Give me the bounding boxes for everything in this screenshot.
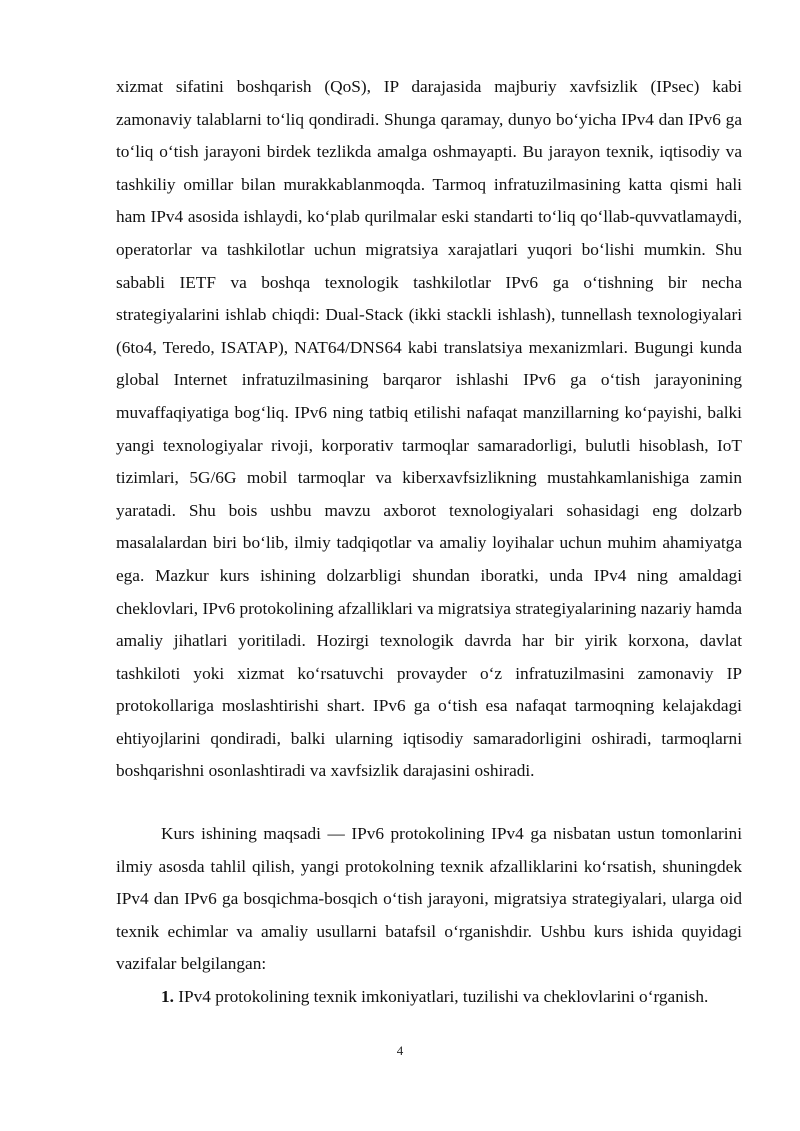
task-list [116,981,742,1014]
body-text-goal [116,818,742,981]
list-item [116,981,742,1014]
paragraph-ipv6-transition-relevance: xizmat sifatini boshqarish (QoS), IP darajasida majburiy xavfsizlik (IPsec) kabi zamonaviy talablarni to‘liq qondiradi. Shunga qaramay, dunyo bo‘yicha IPv4 dan IPv6 ga to‘liq o‘tish jarayoni birdek tezlikda amalga oshmayapti. Bu jarayon texnik, iqtisodiy va tashkiliy omillar bilan murakkablanmoqda. Tarmoq infratuzilmasining katta qismi hali ham IPv4 asosida ishlaydi, ko‘plab qurilmalar eski standarti to‘liq qo‘llab-quvvatlamaydi, operatorlar va tashkilotlar uchun migratsiya xarajatlari yuqori bo‘lishi mumkin. Shu sababli IETF va boshqa texnologik tashkilotlar IPv6 ga o‘tishning bir necha strategiyalarini ishlab chiqdi: Dual-Stack (ikki stackli ishlash), tunnellash texnologiyalari (6to4, Teredo, ISATAP), NAT64/DNS64 kabi translatsiya mexanizmlari. Bugungi kunda global Internet infratuzilmasining barqaror ishlashi IPv6 ga o‘tish jarayonining muvaffaqiyatiga bog‘liq. IPv6 ning tatbiq etilishi nafaqat manzillarning ko‘payishi, balki yangi texnologiyalar rivoji, korporativ tarmoqlar samaradorligi, bulutli hisoblash, IoT tizimlari, 5G/6G mobil tarmoqlar va kiberxavfsizlikning mustahkamlanishiga zamin yaratadi. Shu bois ushbu mavzu axborot texnologiyalari sohasidagi eng dolzarb masalalardan biri bo‘lib, ilmiy tadqiqotlar va amaliy loyihalar uchun muhim ahamiyatga ega. Mazkur kurs ishining dolzarbligi shundan iboratki, unda IPv4 ning amaldagi cheklovlari, IPv6 protokolining afzalliklari va migratsiya strategiyalarining nazariy hamda amaliy jihatlari yoritiladi. Hozirgi texnologik davrda har bir yirik korxona, davlat tashkiloti yoki xizmat ko‘rsatuvchi provayder o‘z infratuzilmasini zamonaviy IP protokollariga moslashtirishi shart. IPv6 ga o‘tish esa nafaqat tarmoqning kelajakdagi ehtiyojlarini qondiradi, balki ularning iqtisodiy samaradorligini oshiradi, tarmoqlarni boshqarishni osonlashtiradi va xavfsizlik darajasini oshiradi. [116,77,742,781]
body-text-continuation [116,71,742,788]
list-item-text: IPv4 protokolining texnik imkoniyatlari, tuzilishi va cheklovlarini o‘rganish. [178,987,709,1006]
paragraph-course-goal: Kurs ishining maqsadi — IPv6 protokolining IPv4 ga nisbatan ustun tomonlarini ilmiy asosda tahlil qilish, yangi protokolning texnik afzalliklarini ko‘rsatish, shuningdek IPv4 dan IPv6 ga bosqichma-bosqich o‘tish jarayoni, migratsiya strategiyalari, ularga oid texnik echimlar va amaliy usullarni batafsil o‘rganishdir. Ushbu kurs ishida quyidagi vazifalar belgilangan: [116,824,742,974]
page-number: 4 [396,1043,404,1058]
list-item-number: 1. [161,987,174,1006]
